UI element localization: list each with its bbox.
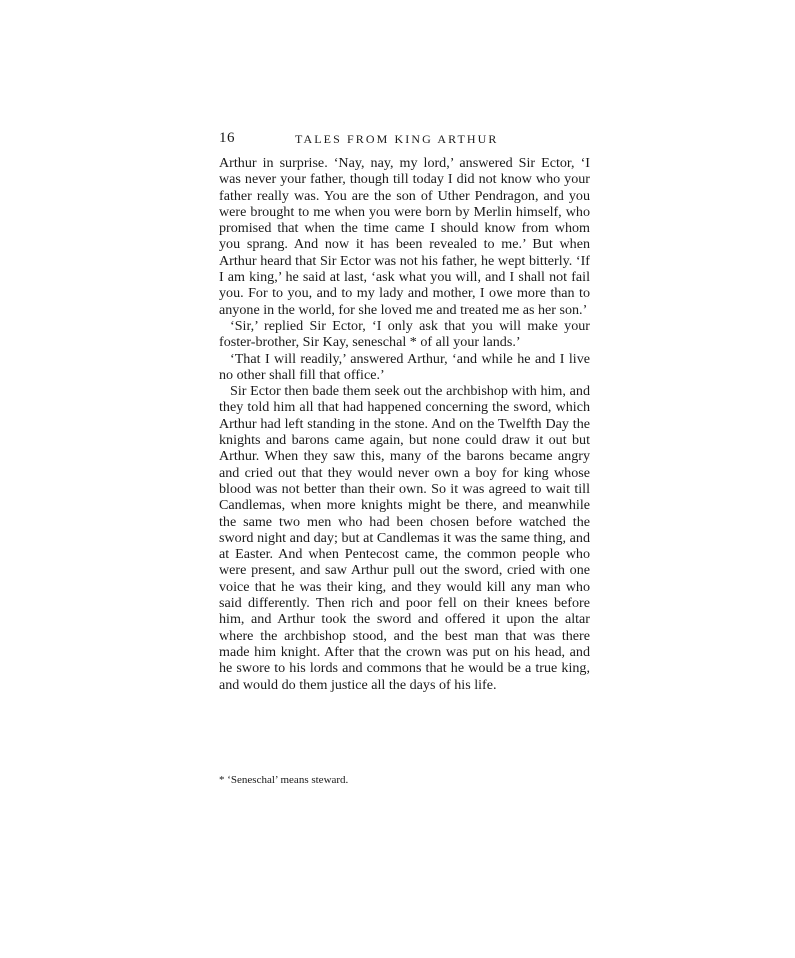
- paragraph: ‘Sir,’ replied Sir Ector, ‘I only ask that you will make your foster-brother, Sir Kay, seneschal * of all your lands.’: [219, 317, 590, 351]
- page-number: 16: [219, 130, 235, 146]
- page: [219, 130, 590, 693]
- paragraph: Sir Ector then bade them seek out the archbishop with him, and they told him all that had happened concerning the sword, which Arthur had left standing in the stone. And on the Twelfth Day the knights and barons came again, but none could draw it out but Arthur. When they saw this, many of the barons became angry and cried out that they would never own a boy for king whose blood was not better than their own. So it was agreed to wait till Candlemas, when more knights might be there, and meanwhile the same two men who had been chosen before watched the sword night and day; but at Candlemas it was the same thing, and at Easter. And when Pentecost came, the common people who were present, and saw Arthur pull out the sword, cried with one voice that he was their king, and they would kill any man who said differently. Then rich and poor fell on their knees before him, and Arthur took the sword and offered it upon the altar where the archbishop stood, and the best man that was there made him knight. After that the crown was put on his head, and he swore to his lords and commons that he would be a true king, and would do them justice all the days of his life.: [219, 383, 590, 693]
- footnote: * ‘Seneschal’ means steward.: [219, 774, 349, 786]
- running-head: [219, 130, 590, 150]
- book-title: TALES FROM KING ARTHUR: [295, 132, 499, 146]
- body-text: [219, 155, 590, 693]
- paragraph: ‘That I will readily,’ answered Arthur, ‘and while he and I live no other shall fill that office.’: [219, 350, 590, 383]
- paragraph: Arthur in surprise. ‘Nay, nay, my lord,’ answered Sir Ector, ‘I was never your father, though till today I did not know who your father really was. You are the son of Uther Pendragon, and you were brought to me when you were born by Merlin himself, who promised that when the time came I should know from whom you sprang. And now it has been revealed to me.’ But when Arthur heard that Sir Ector was not his father, he wept bitterly. ‘If I am king,’ he said at last, ‘ask what you will, and I shall not fail you. For to you, and to my lady and mother, I owe more than to anyone in the world, for she loved me and treated me as her son.’: [219, 155, 590, 318]
